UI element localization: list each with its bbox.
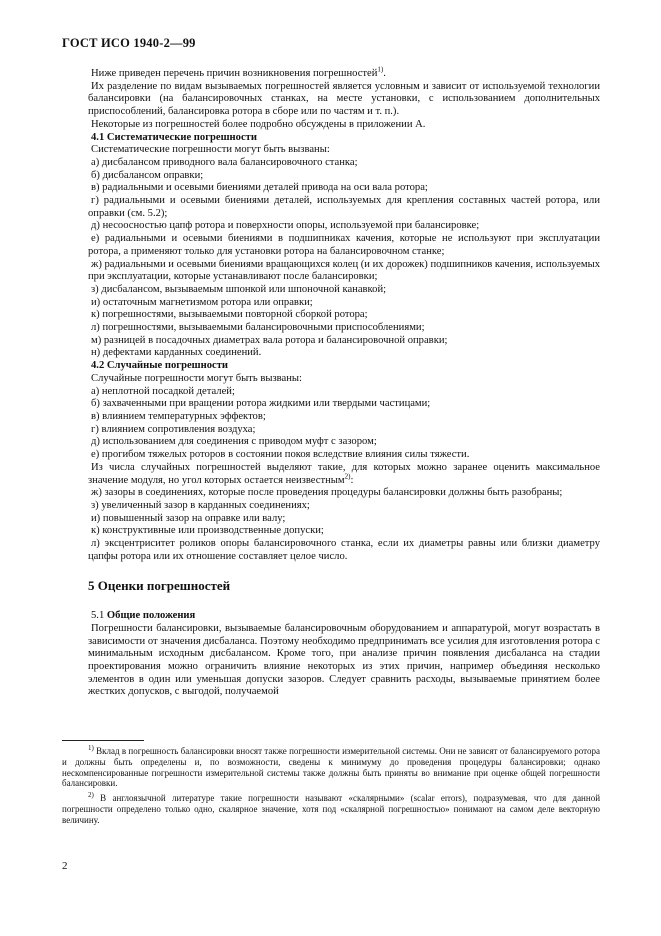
footnotes <box>62 746 600 830</box>
page-number: 2 <box>62 860 68 872</box>
list-item: з) дисбалансом, вызываемым шпонкой или шпоночной канавкой; <box>91 283 387 295</box>
section-4-2-note: Из числа случайных погрешностей выделяют такие, для которых можно заранее оценить максимальное значение модуля, но угол которых остается неизвестным$^{2)}$: <box>88 461 600 486</box>
list-item: е) радиальными и осевыми биениями в подшипниках качения, которые не используют при эксплуатации ротора, а применяют только для установки ротора на балансировочном станке; <box>88 233 600 257</box>
list-item: д) использованием для соединения с приводом муфт с зазором; <box>91 436 377 448</box>
body-text <box>88 65 600 699</box>
list-item: и) остаточным магнетизмом ротора или оправки; <box>91 296 313 308</box>
list-item: ж) зазоры в соединениях, которые после проведения процедуры балансировки должны быть разобраны; <box>91 487 563 499</box>
list-item: в) влиянием температурных эффектов; <box>91 410 266 422</box>
list-item: к) погрешностями, вызываемыми повторной сборкой ротора; <box>91 309 368 321</box>
intro-paragraph-1: Ниже приведен перечень причин возникновения погрешностей$^{1)}$. <box>91 65 386 79</box>
list-item: н) дефектами карданных соединений. <box>91 347 262 359</box>
list-item: л) погрешностями, вызываемыми балансировочными приспособлениями; <box>91 322 425 334</box>
list-item: ж) радиальными и осевыми биениями вращающихся колец (и их дорожек) подшипников качения, используемых при эксплуатации, которые устанавливают после балансировки; <box>88 258 600 283</box>
list-item: а) неплотной посадкой деталей; <box>91 385 235 397</box>
section-5-1-heading: 5.1 Общие положения <box>91 610 196 622</box>
intro-paragraph-2: Их разделение по видам вызываемых погрешностей является условным и зависит от используемой технологии балансировки (на балансировочных станках, на месте установки, с использованием дополнительных приспособлений, балансировка ротора в сборе или по частям и т. п.). <box>88 80 600 118</box>
section-4-1-list <box>88 157 600 360</box>
list-item: г) влиянием сопротивления воздуха; <box>91 423 256 435</box>
list-item: в) радиальными и осевыми биениями деталей привода на оси вала ротора; <box>91 182 428 194</box>
list-item: б) дисбалансом оправки; <box>91 169 204 181</box>
section-4-2-list <box>88 386 600 462</box>
footnote-ref-2[interactable]: 2) <box>344 471 351 480</box>
footnote-2: $^{2)}$ В англоязычной литературе такие погрешности называют «скалярными» (scalar errors), подразумевая, что для данной погрешности определено только одно, скалярное значение, хотя под «скалярной погрешностью» понимают на самом деле векторную величину. <box>62 791 601 825</box>
list-item: з) увеличенный зазор в карданных соединениях; <box>91 499 310 511</box>
footnote-ref-1[interactable]: 1) <box>377 65 384 74</box>
list-item: л) эксцентриситет роликов опоры балансировочного станка, если их диаметры равны или близки диаметру цапфы ротора или их отношение составляет целое число. <box>88 538 600 562</box>
list-item: г) радиальными и осевыми биениями деталей, используемых для крепления составных частей ротора, или оправки (см. 5.2); <box>88 195 600 219</box>
list-item: е) прогибом тяжелых роторов в состоянии покоя вследствие влияния силы тяжести. <box>91 449 470 461</box>
section-4-2-lead: Случайные погрешности могут быть вызваны: <box>91 372 302 384</box>
section-4-1-title: 4.1 Систематические погрешности <box>91 131 257 143</box>
section-4-1-lead: Систематические погрешности могут быть вызваны: <box>91 144 330 156</box>
footnote-1: $^{1)}$ Вклад в погрешность балансировки вносят также погрешности измерительной системы. Они не зависят от балансируемого ротора и должны быть определены и, по возможности, сведены к минимуму до проведения процедуры балансировки; однако нескомпенсированные погрешности измерительной системы также должны быть приняты во внимание при оценке общей погрешности балансировки. <box>62 744 600 789</box>
section-5-1-paragraph: Погрешности балансировки, вызываемые балансировочным оборудованием и аппаратурой, могут возрастать в зависимости от значения дисбаланса. Поэтому необходимо предпринимать все усилия для изготовления ротора с минимальным исходным дисбалансом. Кроме того, при анализе причин появления дисбаланса на стадии проектирования можно ограничить влияние некоторых из этих причин, например объединяя несколько элементов в один или уменьшая допуски зазоров. Следует сравнить расходы, вызываемые принятием более жестких допусков, с выгодой, получаемой <box>88 622 600 698</box>
list-item: и) повышенный зазор на оправке или валу; <box>91 512 286 524</box>
list-item: к) конструктивные или производственные допуски; <box>91 525 324 537</box>
section-4-2-title: 4.2 Случайные погрешности <box>91 360 229 372</box>
section-4-2-list-2 <box>88 487 600 563</box>
page-header: ГОСТ ИСО 1940-2—99 <box>62 36 196 50</box>
list-item: д) несоосностью цапф ротора и поверхности опоры, используемой при балансировке; <box>91 220 480 232</box>
intro-paragraph-3: Некоторые из погрешностей более подробно обсуждены в приложении А. <box>91 118 426 130</box>
list-item: б) захваченными при вращении ротора жидкими или твердыми частицами; <box>91 398 431 410</box>
list-item: м) разницей в посадочных диаметрах вала ротора и балансировочной оправки; <box>91 334 448 346</box>
footnote-divider <box>62 740 144 741</box>
list-item: а) дисбалансом приводного вала балансировочного станка; <box>91 156 358 168</box>
section-5-title: 5 Оценки погрешностей <box>88 578 231 594</box>
